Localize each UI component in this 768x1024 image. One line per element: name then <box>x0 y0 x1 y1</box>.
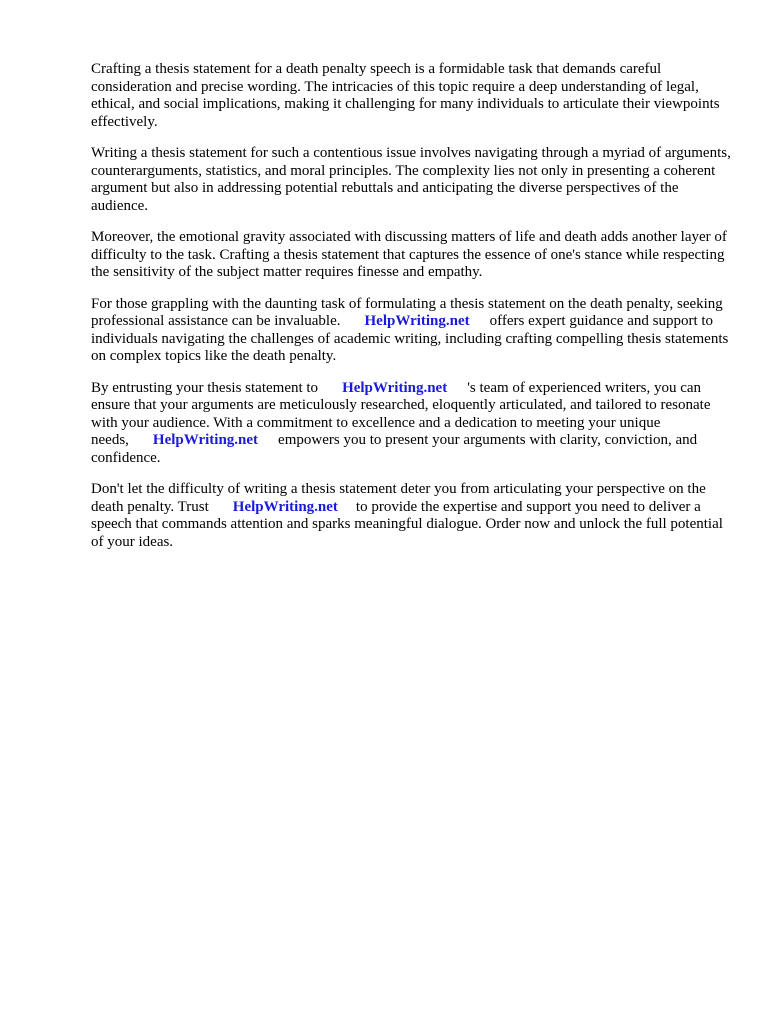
paragraph-5-text-middle: 's team of experienced writers, you can ensure that your arguments are meticulously researched, eloquently articulated, and tailored to resonate with your audience. With a commitment to excellence and a dedication to meeting your unique needs, <box>91 379 711 448</box>
helpwriting-link[interactable]: HelpWriting.net <box>364 313 470 329</box>
paragraph-5 <box>91 380 731 468</box>
paragraph-6-text-after: to provide the expertise and support you need to deliver a speech that commands attention and sparks meaningful dialogue. Order now and unlock the full potential of your ideas. <box>91 498 723 550</box>
helpwriting-link[interactable]: HelpWriting.net <box>152 432 259 448</box>
paragraph-2 <box>91 145 731 215</box>
paragraph-4 <box>91 296 731 366</box>
paragraph-3 <box>91 229 731 282</box>
helpwriting-link[interactable]: HelpWriting.net <box>342 379 448 396</box>
paragraph-5-text-after: empowers you to present your arguments with clarity, conviction, and confidence. <box>91 432 698 466</box>
paragraph-5-text-before: By entrusting your thesis statement to <box>91 379 319 396</box>
helpwriting-link[interactable]: HelpWriting.net <box>232 498 338 515</box>
paragraph-6 <box>91 481 731 551</box>
paragraph-2-text: Writing a thesis statement for such a contentious issue involves navigating through a myriad of arguments, counterarguments, statistics, and moral principles. The complexity lies not only in presenting a coherent argument but also in addressing potential rebuttals and anticipating the diverse perspectives of the audience. <box>91 145 731 214</box>
paragraph-4-text-after: offers expert guidance and support to individuals navigating the challenges of academic writing, including crafting compelling thesis statements on complex topics like the death penalty. <box>91 313 729 364</box>
paragraph-6-text-before: Don't let the difficulty of writing a thesis statement deter you from articulating your perspective on the death penalty. Trust <box>91 481 706 515</box>
paragraph-1-text: Crafting a thesis statement for a death penalty speech is a formidable task that demands careful consideration and precise wording. The intricacies of this topic require a deep understanding of legal, ethical, and social implications, making it challenging for many individuals to articulate their viewpoints effectively. <box>91 61 720 130</box>
paragraph-1 <box>91 61 731 131</box>
document-body <box>91 61 731 565</box>
paragraph-4-text-before: For those grappling with the daunting task of formulating a thesis statement on the death penalty, seeking professional assistance can be invaluable. <box>91 295 723 329</box>
paragraph-3-text: Moreover, the emotional gravity associated with discussing matters of life and death adds another layer of difficulty to the task. Crafting a thesis statement that captures the essence of one's stance while respecting the sensitivity of the subject matter requires finesse and empathy. <box>91 229 727 280</box>
